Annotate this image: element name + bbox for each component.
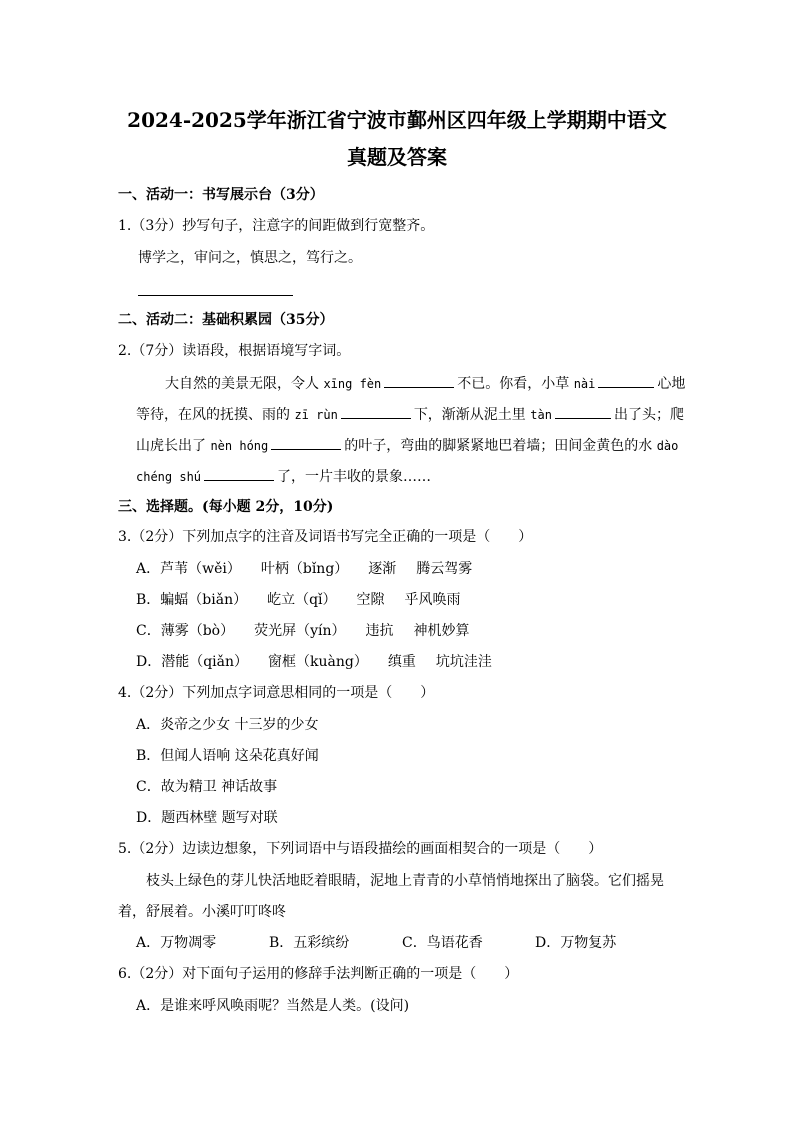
fill-blank[interactable]	[384, 373, 454, 388]
question-stem: 1.（3分）抄写句子，注意字的间距做到行宽整齐。	[118, 218, 435, 234]
passage-line	[136, 466, 431, 486]
answer-line[interactable]	[138, 295, 293, 296]
pinyin: chéng shú	[136, 470, 202, 484]
doc-title: 2024-2025学年浙江省宁波市鄞州区四年级上学期期中语文	[127, 108, 667, 132]
fill-blank[interactable]	[598, 373, 654, 388]
passage-line	[136, 404, 684, 424]
fill-blank[interactable]	[271, 435, 341, 450]
fill-blank[interactable]	[555, 404, 611, 419]
option-b[interactable]: B．蝙蝠（biǎn） 屹立（qǐ） 空隙 乎风唤雨	[136, 592, 461, 608]
section-heading: 一、活动一：书写展示台（3分）	[118, 187, 324, 203]
options-row	[136, 934, 668, 952]
section-heading: 三、选择题。(每小题 2分，10分)	[118, 499, 334, 515]
passage-line	[165, 373, 685, 393]
text: 不已。你看，小草	[457, 376, 570, 392]
option-b[interactable]: B．但闻人语响 这朵花真好闻	[136, 748, 319, 764]
text: 的叶子，弯曲的脚紧紧地巴着墙；田间金黄色的水	[344, 438, 653, 454]
option-b[interactable]: B．五彩缤纷	[269, 935, 350, 951]
text: 心地	[657, 376, 686, 392]
pinyin: xīng fèn	[323, 377, 382, 391]
text: 大自然的美景无限，令人	[165, 376, 319, 392]
question-stem: 3.（2分）下列加点字的注音及词语书写完全正确的一项是（ ）	[118, 529, 533, 545]
text: 山虎长出了	[136, 438, 206, 454]
text: 了，一片丰收的景象……	[277, 469, 432, 485]
pinyin: tàn	[530, 408, 552, 422]
option-c[interactable]: C．薄雾（bò） 荧光屏（yín） 违抗 神机妙算	[136, 623, 470, 639]
option-d[interactable]: D．万物复苏	[535, 935, 617, 951]
fill-blank[interactable]	[204, 466, 274, 481]
pinyin: nèn hóng	[210, 439, 269, 453]
option-c[interactable]: C．鸟语花香	[402, 935, 483, 951]
pinyin: nài	[573, 377, 596, 391]
option-d[interactable]: D．题西林壁 题写对联	[136, 810, 278, 826]
option-d[interactable]: D．潜能（qiǎn） 窗框（kuàng） 缜重 坑坑洼洼	[136, 654, 492, 670]
option-c[interactable]: C．故为精卫 神话故事	[136, 779, 278, 795]
question-stem: 6.（2分）对下面句子运用的修辞手法判断正确的一项是（ ）	[118, 966, 519, 982]
section-heading: 二、活动二：基础积累园（35分）	[118, 312, 334, 328]
doc-subtitle: 真题及答案	[347, 145, 447, 169]
pinyin: zī rùn	[294, 408, 338, 422]
passage-line: 枝头上绿色的芽儿快活地眨着眼睛，泥地上青青的小草悄悄地探出了脑袋。它们摇晃	[146, 873, 664, 889]
text: 等待，在风的抚摸、雨的	[136, 407, 290, 423]
pinyin: dào	[656, 439, 679, 453]
passage-line	[136, 435, 678, 455]
option-a[interactable]: A．芦苇（wěi） 叶柄（bǐng） 逐渐 腾云驾雾	[136, 561, 473, 577]
question-stem: 4.（2分）下列加点字词意思相同的一项是（ ）	[118, 685, 435, 701]
option-a[interactable]: A．炎帝之少女 十三岁的少女	[136, 717, 319, 733]
question-stem: 2.（7分）读语段，根据语境写字词。	[118, 343, 351, 359]
option-a[interactable]: A．是谁来呼风唤雨呢？当然是人类。(设问)	[136, 998, 410, 1014]
text: 出了头；爬	[613, 407, 684, 423]
text: 下，渐渐从泥土里	[413, 407, 526, 423]
passage-line: 着，舒展着。小溪叮叮咚咚	[118, 904, 286, 920]
option-a[interactable]: A．万物凋零	[136, 935, 217, 951]
copy-sentence: 博学之，审问之，慎思之，笃行之。	[138, 250, 362, 266]
question-stem: 5.（2分）边读边想象，下列词语中与语段描绘的画面相契合的一项是（ ）	[118, 841, 603, 857]
fill-blank[interactable]	[341, 404, 411, 419]
